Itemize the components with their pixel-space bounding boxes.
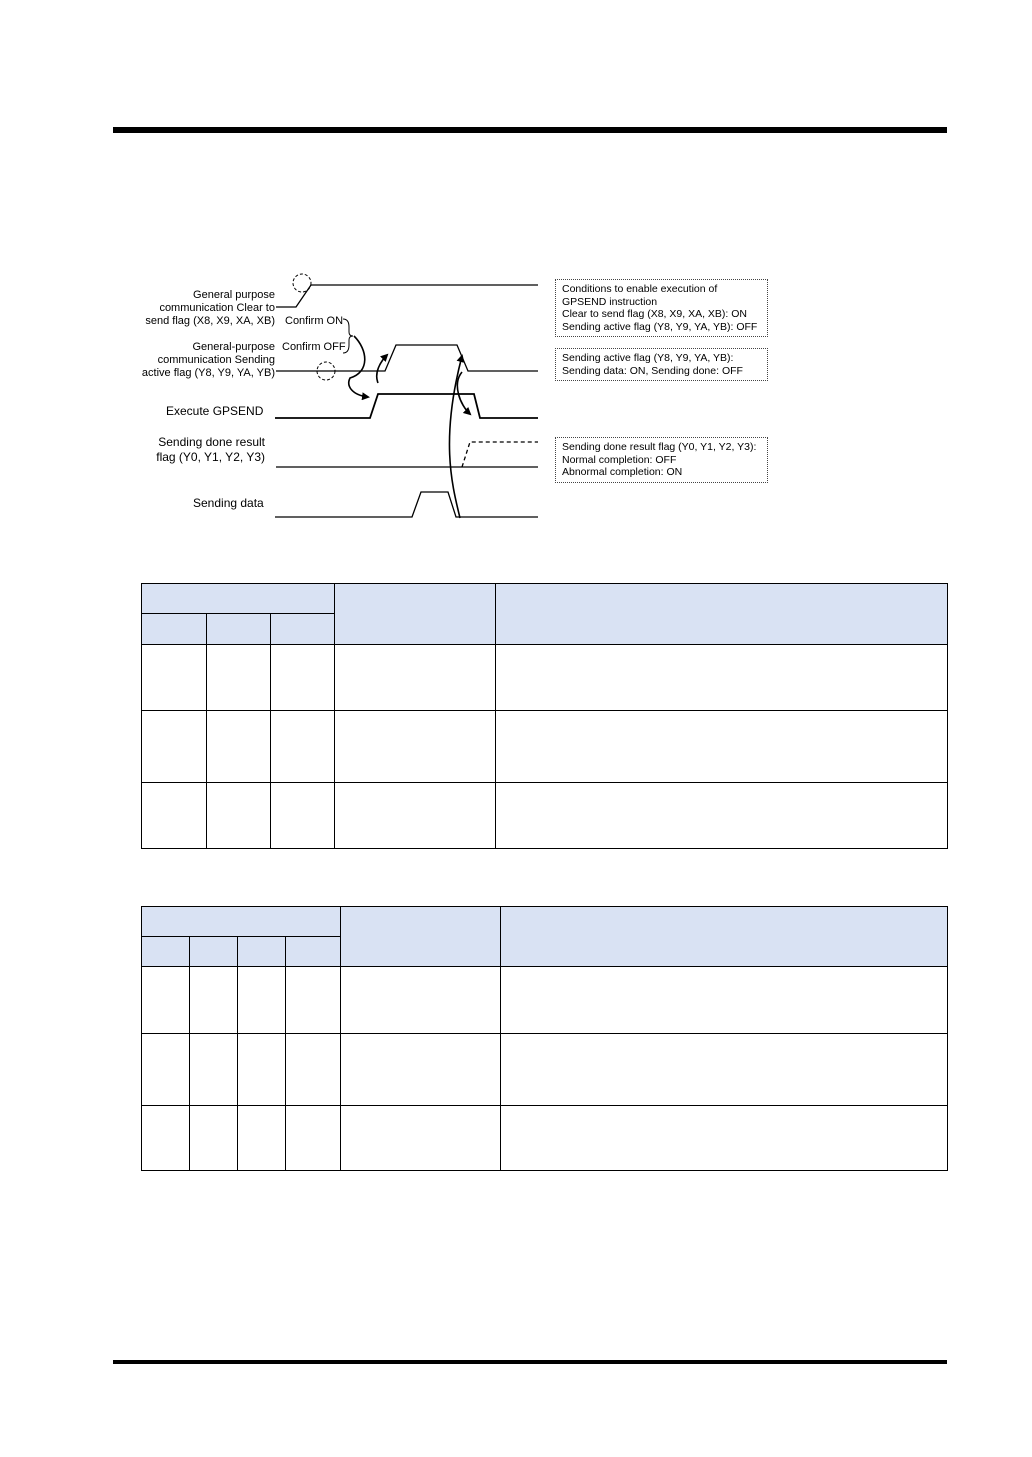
table2-header-name: [341, 907, 501, 967]
sending-data-waveform: [275, 492, 538, 517]
table2-subheader: [286, 937, 341, 967]
table2-subheader: [238, 937, 286, 967]
active-off-arrow: [457, 372, 470, 414]
table1-header-description: [496, 584, 948, 645]
conditions-note: Conditions to enable execution of GPSEND instruction Clear to send flag (X8, X9, XA, XB): ON Sending active flag (Y8, Y9, YA, YB): OFF: [555, 279, 768, 337]
execute-gpsend-label: Execute GPSEND: [166, 404, 264, 418]
table2-header-description: [501, 907, 948, 967]
table1-subheader: [142, 614, 207, 645]
done-result-label: Sending done result flag (Y0, Y1, Y2, Y3): [156, 435, 265, 464]
table2-header-group: [142, 907, 341, 937]
table1-subheader: [271, 614, 335, 645]
table-row: [142, 783, 948, 849]
table-row: [142, 967, 948, 1034]
sending-active-label: General-purpose communication Sending active flag (Y8, Y9, YA, YB): [141, 341, 275, 379]
table-row: [142, 1034, 948, 1106]
confirm-arrow: [349, 336, 368, 397]
table2-subheader: [190, 937, 238, 967]
confirm-off-label: Confirm OFF: [282, 341, 346, 353]
done-result-note: Sending done result flag (Y0, Y1, Y2, Y3): Normal completion: OFF Abnormal completion: ON: [555, 437, 768, 483]
sending-data-label: Sending data: [193, 496, 264, 510]
footer-rule: [113, 1360, 947, 1364]
clear-to-send-label: General purpose communication Clear to send flag (X8, X9, XA, XB): [145, 289, 275, 327]
sending-active-note: Sending active flag (Y8, Y9, YA, YB): Sending data: ON, Sending done: OFF: [555, 348, 768, 381]
table2-subheader: [142, 937, 190, 967]
flag-table-1: [141, 583, 948, 849]
table-row: [142, 645, 948, 711]
table1-subheader: [207, 614, 271, 645]
table-row: [142, 711, 948, 783]
done-result-waveform-abnormal: [462, 442, 538, 467]
table1-header-name: [335, 584, 496, 645]
clear-to-send-marker: [293, 274, 311, 292]
gpsend-timing-chart: [0, 0, 1032, 540]
table-row: [142, 1106, 948, 1171]
table1-header-group: [142, 584, 335, 614]
confirm-on-label: Confirm ON: [285, 315, 344, 327]
clear-to-send-waveform: [276, 285, 538, 307]
execute-gpsend-waveform: [275, 394, 538, 418]
flag-table-2: [141, 906, 948, 1171]
data-complete-arrow: [449, 356, 462, 518]
